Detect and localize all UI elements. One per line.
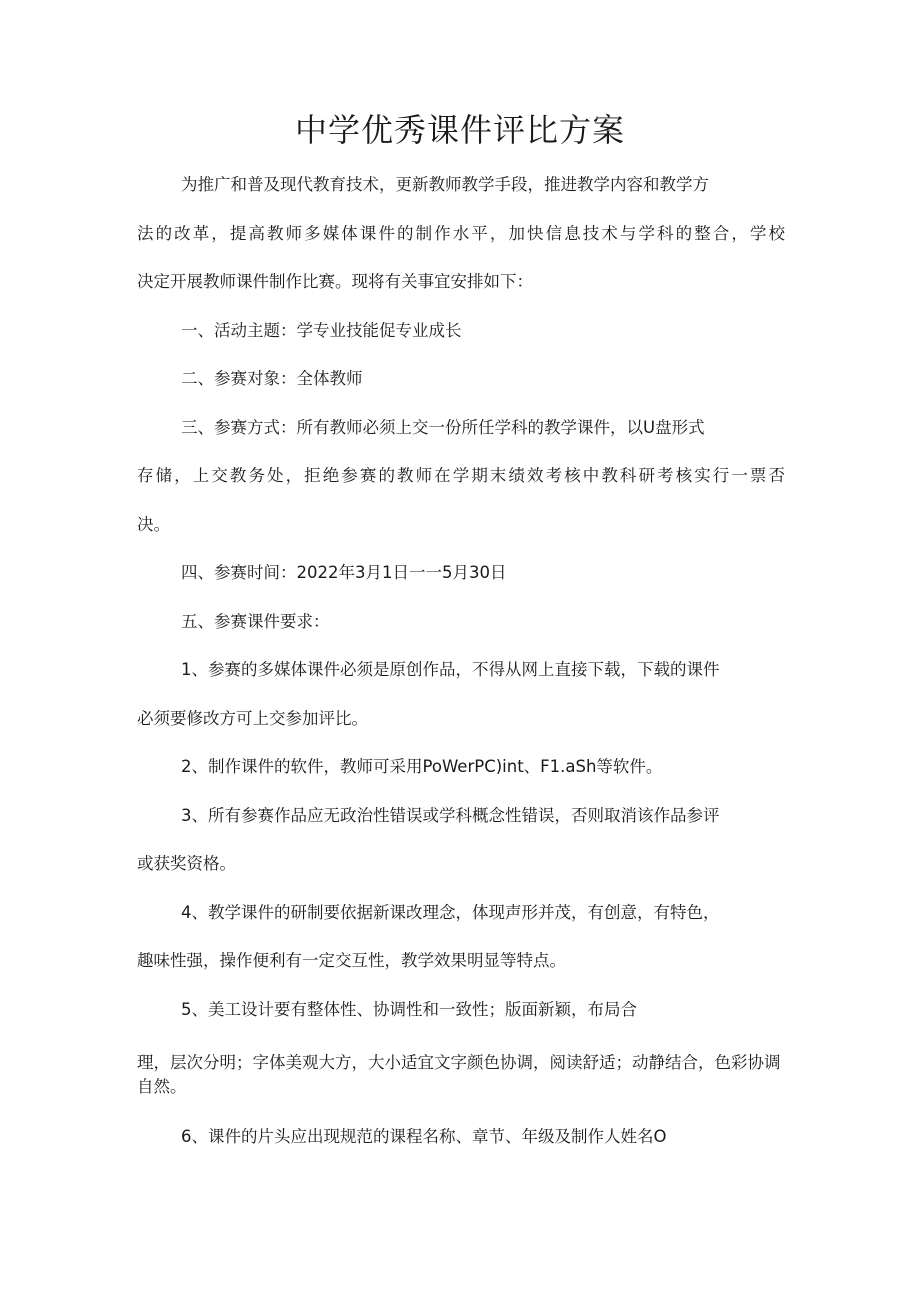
section-time: 四、参赛时间：2022年3月1日一一5月30日 bbox=[181, 563, 507, 582]
intro-line-3: 决定开展教师课件制作比赛。现将有关事宜安排如下： bbox=[137, 272, 533, 291]
intro-line-1: 为推广和普及现代教育技术，更新教师教学手段，推进教学内容和教学方 bbox=[181, 175, 709, 194]
requirement-1-line-1: 1、参赛的多媒体课件必须是原创作品，不得从网上直接下载，下载的课件 bbox=[181, 660, 720, 679]
requirement-6: 6、课件的片头应出现规范的课程名称、章节、年级及制作人姓名O bbox=[181, 1127, 667, 1146]
requirement-3-line-1: 3、所有参赛作品应无政治性错误或学科概念性错误，否则取消该作品参评 bbox=[181, 806, 720, 825]
section-requirements-heading: 五、参赛课件要求： bbox=[181, 612, 330, 631]
section-method-line-1: 三、参赛方式：所有教师必须上交一份所任学科的教学课件，以U盘形式 bbox=[181, 418, 705, 437]
section-method-line-3: 决。 bbox=[137, 515, 170, 534]
section-method-line-2: 存储，上交教务处，拒绝参赛的教师在学期末绩效考核中教科研考核实行一票否 bbox=[137, 466, 785, 485]
section-theme: 一、活动主题：学专业技能促专业成长 bbox=[181, 321, 462, 340]
requirement-4-line-1: 4、教学课件的研制要依据新课改理念，体现声形并茂，有创意，有特色， bbox=[181, 903, 720, 922]
requirement-5-line-2: 理，层次分明；字体美观大方，大小适宜文字颜色协调，阅读舒适；动静结合，色彩协调自然。 bbox=[137, 1053, 781, 1096]
intro-line-2: 法的改革，提高教师多媒体课件的制作水平，加快信息技术与学科的整合，学校 bbox=[137, 224, 785, 243]
requirement-5-line-1: 5、美工设计要有整体性、协调性和一致性；版面新颖，布局合 bbox=[181, 1000, 637, 1019]
requirement-3-line-2: 或获奖资格。 bbox=[137, 854, 236, 873]
requirement-2: 2、制作课件的软件，教师可采用PoWerPC)int、F1.aSh等软件。 bbox=[181, 757, 663, 776]
section-participants: 二、参赛对象：全体教师 bbox=[181, 369, 363, 388]
requirement-4-line-2: 趣味性强，操作便利有一定交互性，教学效果明显等特点。 bbox=[137, 951, 566, 970]
requirement-1-line-2: 必须要修改方可上交参加评比。 bbox=[137, 709, 368, 728]
document-title: 中学优秀课件评比方案 bbox=[294, 111, 625, 149]
